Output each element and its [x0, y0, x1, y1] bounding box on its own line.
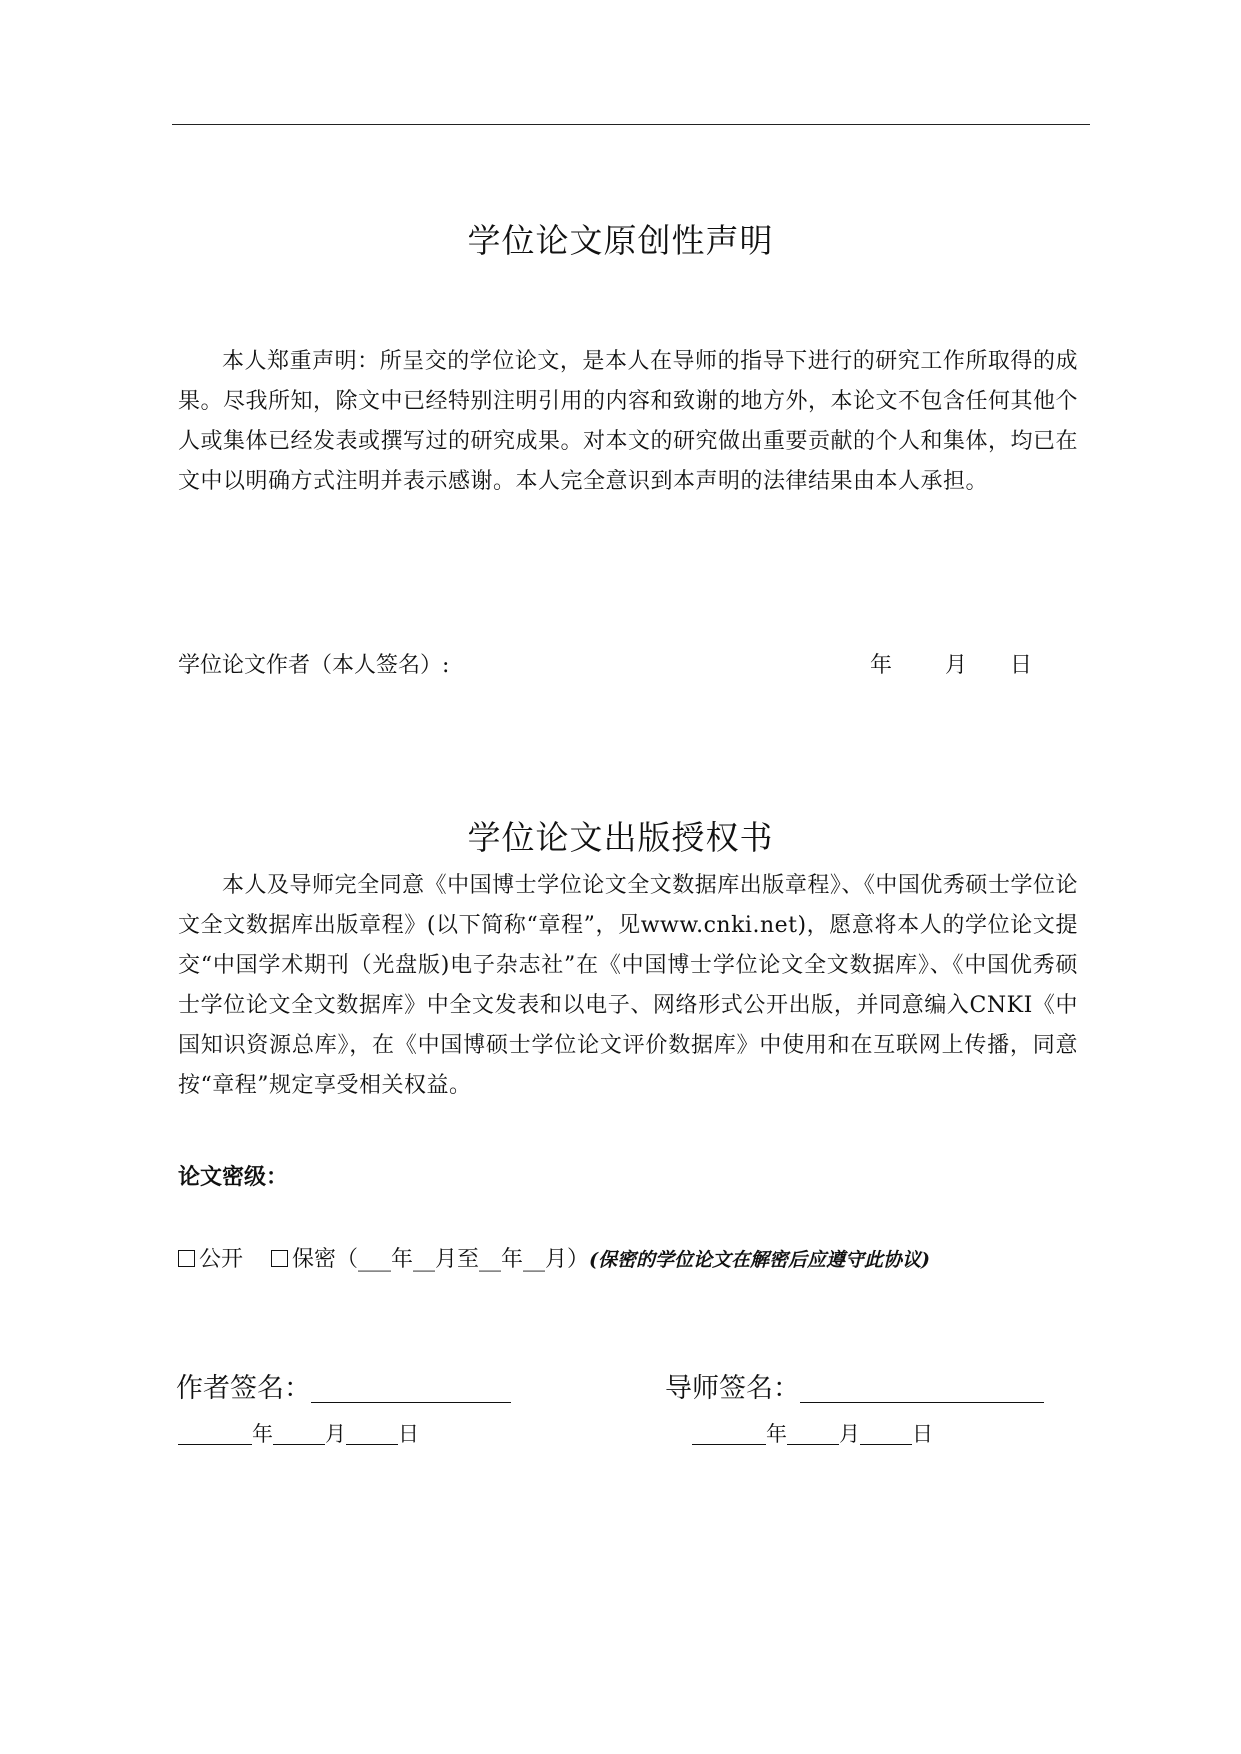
- author-month-field[interactable]: [273, 1424, 325, 1445]
- advisor-month-field[interactable]: [787, 1424, 839, 1445]
- author-year-field[interactable]: [178, 1424, 252, 1445]
- secret-range: （___年__月至__年__月）: [336, 1247, 590, 1272]
- secrecy-label: 论文密级：: [178, 1164, 289, 1190]
- advisor-month-label: 月: [839, 1422, 860, 1446]
- declaration-date-day: 日: [1010, 653, 1033, 678]
- advisor-date-row: [692, 1418, 933, 1448]
- public-checkbox[interactable]: [178, 1250, 195, 1267]
- author-sign-row: [176, 1366, 511, 1405]
- advisor-sign-row: [665, 1366, 1044, 1405]
- author-year-label: 年: [252, 1422, 273, 1446]
- declaration-date-month: 月: [945, 653, 968, 678]
- public-option-label: 公开: [199, 1247, 244, 1272]
- author-sign-field[interactable]: [311, 1378, 511, 1403]
- advisor-year-field[interactable]: [692, 1424, 766, 1445]
- authorization-title: 学位论文出版授权书: [467, 818, 774, 857]
- advisor-sign-label: 导师签名：: [665, 1373, 800, 1404]
- secret-option-label: 保密: [292, 1247, 337, 1272]
- authorization-body: 本人及导师完全同意《中国博士学位论文全文数据库出版章程》、《中国优秀硕士学位论文全文数据库出版章程》(以下简称“章程”，见www.cnki.net)，愿意将本人的学位论文提交“中国学术期刊（光盘版)电子杂志社”在《中国博士学位论文全文数据库》、《中国优秀硕士学位论文全文数据库》中全文发表和以电子、网络形式公开出版，并同意编入CNKI《中国知识资源总库》，在《中国博硕士学位论文评价数据库》中使用和在互联网上传播，同意按“章程”规定享受相关权益。: [178, 873, 1078, 1098]
- author-day-label: 日: [398, 1422, 419, 1446]
- secret-note: (保密的学位论文在解密后应遵守此协议): [589, 1249, 931, 1271]
- declaration-date-year: 年: [870, 653, 893, 678]
- secret-checkbox[interactable]: [271, 1250, 288, 1267]
- author-signature-label: 学位论文作者（本人签名）:: [178, 653, 450, 678]
- author-sign-label: 作者签名：: [176, 1373, 311, 1404]
- advisor-sign-field[interactable]: [800, 1378, 1044, 1403]
- declaration-title: 学位论文原创性声明: [467, 221, 774, 260]
- advisor-year-label: 年: [766, 1422, 787, 1446]
- header-rule: [172, 124, 1090, 125]
- advisor-day-label: 日: [912, 1422, 933, 1446]
- advisor-day-field[interactable]: [860, 1424, 912, 1445]
- author-date-row: [178, 1418, 419, 1448]
- author-month-label: 月: [325, 1422, 346, 1446]
- secrecy-options: [178, 1242, 930, 1273]
- author-day-field[interactable]: [346, 1424, 398, 1445]
- declaration-body: 本人郑重声明：所呈交的学位论文，是本人在导师的指导下进行的研究工作所取得的成果。尽我所知，除文中已经特别注明引用的内容和致谢的地方外，本论文不包含任何其他个人或集体已经发表或撰写过的研究成果。对本文的研究做出重要贡献的个人和集体，均已在文中以明确方式注明并表示感谢。本人完全意识到本声明的法律结果由本人承担。: [178, 349, 1079, 494]
